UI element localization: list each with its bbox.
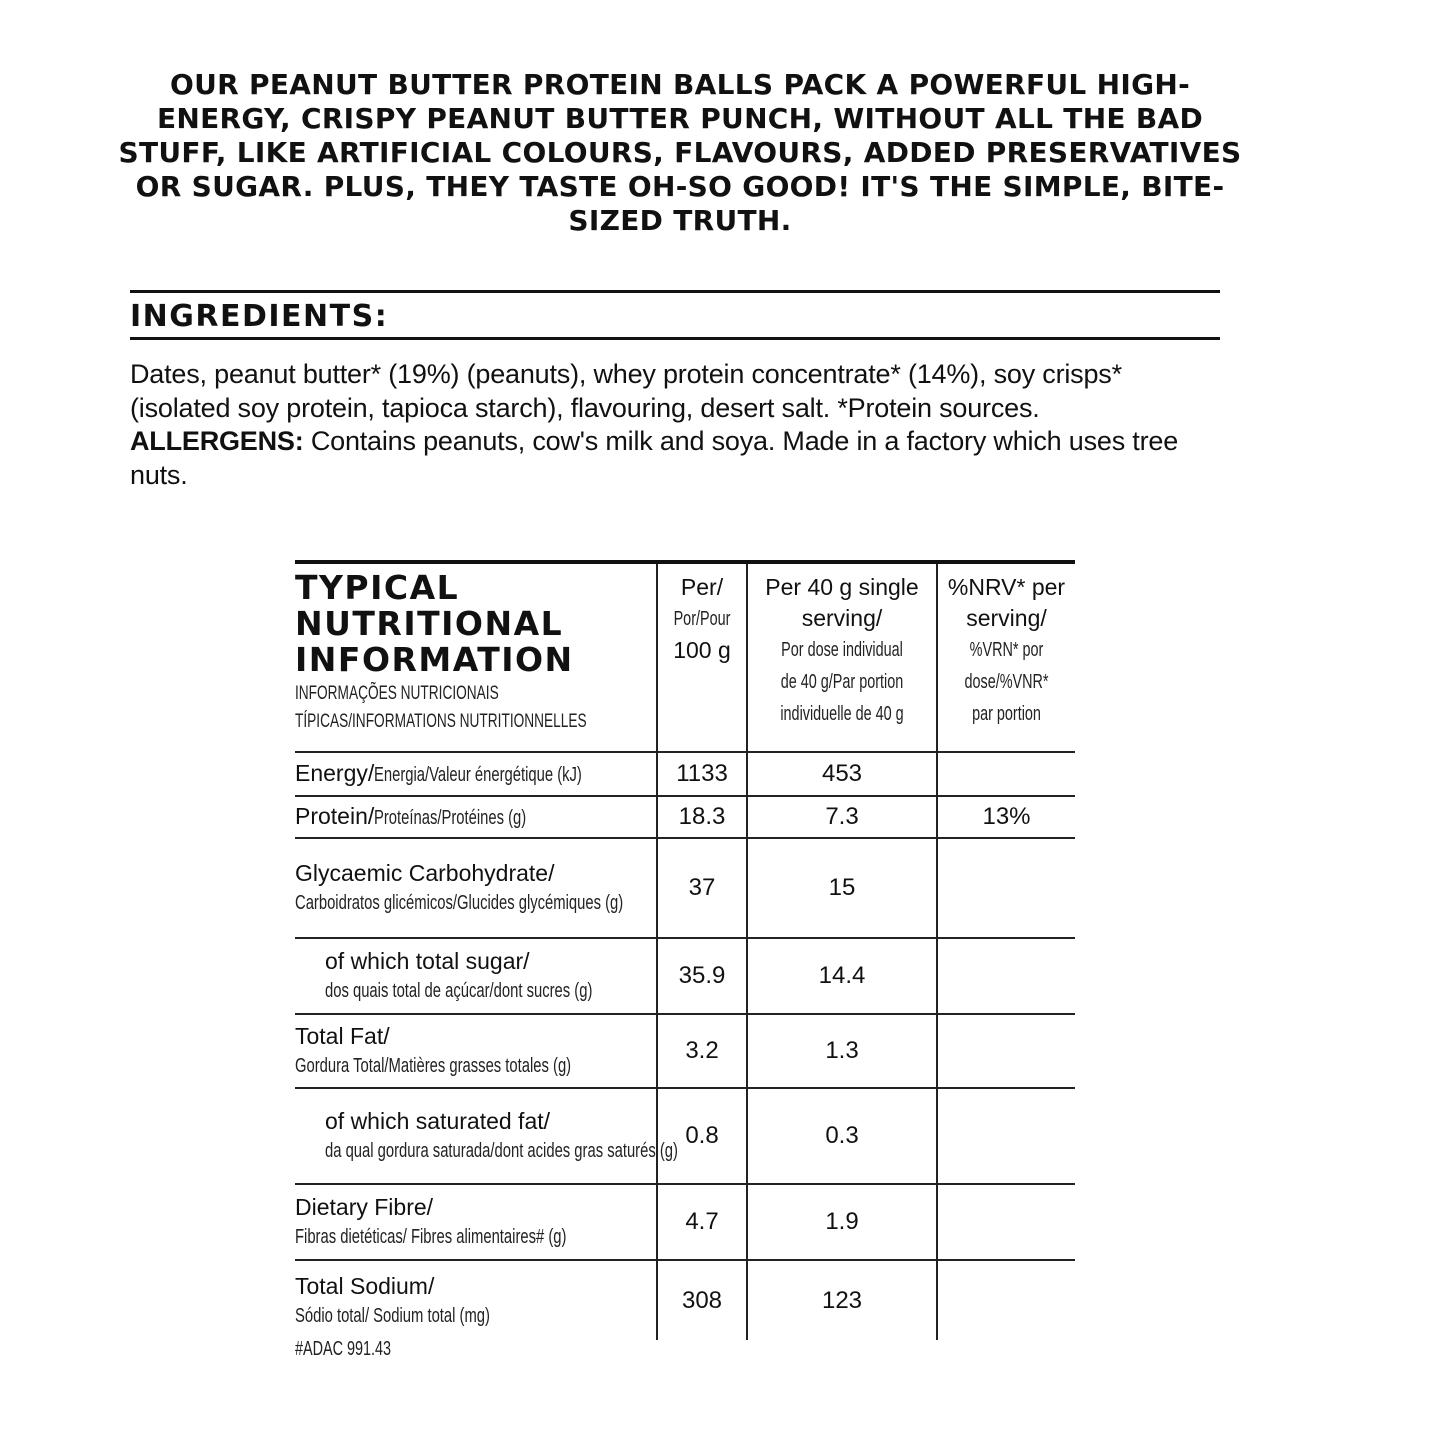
ingredients-heading-bar	[130, 290, 1220, 340]
nrv-value	[937, 1184, 1075, 1260]
per-serving-value: 453	[747, 752, 937, 796]
nrv-translation-1: %VRN* por	[969, 639, 1044, 661]
nutrient-translation: Sódio total/ Sodium total (mg)	[295, 1304, 490, 1327]
per-100g-value: 37	[657, 838, 747, 938]
nrv-value: 13%	[937, 796, 1075, 838]
nutrient-name	[295, 752, 657, 796]
per-100g-value: 1133	[657, 752, 747, 796]
nutrient-name	[295, 796, 657, 838]
per-serving-value: 0.3	[747, 1088, 937, 1184]
nutrient-name	[295, 838, 657, 938]
per-serving-translation-1: Por dose individual	[781, 639, 903, 661]
table-row	[295, 1014, 1075, 1088]
nutrient-translation: Fibras dietéticas/ Fibres alimentaires# (g)	[295, 1226, 567, 1248]
per-serving-value: 1.9	[747, 1184, 937, 1260]
nutrient-label: Glycaemic Carbohydrate/	[295, 860, 555, 886]
table-row	[295, 796, 1075, 838]
nutrient-name	[295, 1184, 657, 1260]
nutrient-label: Dietary Fibre/	[295, 1194, 434, 1220]
nrv-value	[937, 1088, 1075, 1184]
nrv-value	[937, 838, 1075, 938]
per-serving-value: 14.4	[747, 938, 937, 1014]
table-row	[295, 838, 1075, 938]
nutrient-name	[295, 1014, 657, 1088]
nutrient-translation: Proteínas/Protéines (g)	[374, 807, 527, 829]
nutrient-label: Protein/	[295, 803, 375, 829]
per-serving-header	[747, 562, 937, 752]
nrv-value	[937, 752, 1075, 796]
nutrition-title-translation: INFORMAÇÕES NUTRICIONAIS TÍPICAS/INFORMATIONS NUTRITIONNELLES	[295, 683, 587, 732]
nutrient-label: of which total sugar/	[325, 948, 530, 974]
per-serving-label: Per 40 g single serving/	[765, 574, 919, 631]
per-100g-value: 4.7	[657, 1184, 747, 1260]
per-serving-translation-3: individuelle de 40 g	[780, 703, 904, 725]
table-row	[295, 1260, 1075, 1340]
table-row	[295, 752, 1075, 796]
per-100g-value: 18.3	[657, 796, 747, 838]
per-serving-value: 7.3	[747, 796, 937, 838]
nutrient-translation: da qual gordura saturada/dont acides gras saturés (g)	[325, 1140, 678, 1162]
ingredients-paragraph	[130, 358, 1220, 492]
nutrient-label: Energy/	[295, 760, 375, 786]
allergens-label: ALLERGENS:	[130, 426, 304, 456]
per-100g-value: 308	[657, 1260, 747, 1340]
per-100g-value: 35.9	[657, 938, 747, 1014]
nrv-translation-2: dose/%VNR*	[964, 671, 1049, 693]
table-row	[295, 1184, 1075, 1260]
per-serving-value: 1.3	[747, 1014, 937, 1088]
per-100g-value: 0.8	[657, 1088, 747, 1184]
nrv-value	[937, 1014, 1075, 1088]
nutrient-label: Total Sodium/	[295, 1272, 435, 1299]
nutrient-name	[295, 1260, 657, 1340]
nutrient-translation: Energia/Valeur énergétique (kJ)	[374, 764, 583, 786]
nutrition-header-row	[295, 562, 1075, 752]
table-footnote: #ADAC 991.43	[295, 1338, 392, 1360]
per-serving-value: 123	[747, 1260, 937, 1340]
per-100g-label-translation: Por/Pour	[673, 608, 731, 630]
per-100g-label: Per/	[680, 574, 724, 600]
nrv-value	[937, 938, 1075, 1014]
per-100g-unit: 100 g	[673, 637, 731, 663]
nrv-header	[937, 562, 1075, 752]
nrv-label: %NRV* per serving/	[947, 574, 1066, 631]
nutrient-label: Total Fat/	[295, 1023, 390, 1049]
table-row	[295, 1088, 1075, 1184]
per-serving-translation-2: de 40 g/Par portion	[780, 671, 904, 693]
nutrition-title: TYPICAL NUTRITIONAL INFORMATION	[295, 568, 574, 679]
per-100g-header	[657, 562, 747, 752]
table-row	[295, 938, 1075, 1014]
nutrition-title-cell	[295, 562, 657, 752]
nutrient-translation: dos quais total de açúcar/dont sucres (g)	[325, 980, 593, 1002]
nutrient-name	[295, 1088, 678, 1184]
nrv-translation-3: par portion	[972, 703, 1041, 725]
per-serving-value: 15	[747, 838, 937, 938]
product-tagline: OUR PEANUT BUTTER PROTEIN BALLS PACK A POWERFUL HIGH-ENERGY, CRISPY PEANUT BUTTER PUNCH, WITHOUT ALL THE BAD STUFF, LIKE ARTIFICIAL COLOURS, FLAVOURS, ADDED PRESERVATIVES OR SUGAR. PLUS, THEY TASTE OH-SO GOOD! IT'S THE SIMPLE, BITE-SIZED TRUTH.	[118, 68, 1242, 237]
nutrient-translation: Carboidratos glicémicos/Glucides glycémiques (g)	[295, 892, 624, 914]
per-100g-value: 3.2	[657, 1014, 747, 1088]
nutrient-label: of which saturated fat/	[325, 1108, 551, 1134]
ingredients-heading: INGREDIENTS:	[130, 299, 389, 334]
nrv-value	[937, 1260, 1075, 1340]
nutrient-name	[295, 938, 657, 1014]
allergens-text: Contains peanuts, cow's milk and soya. Made in a factory which uses tree nuts.	[130, 426, 1179, 490]
nutrition-table	[295, 560, 1075, 1340]
nutrient-translation: Gordura Total/Matières grasses totales (g)	[295, 1055, 572, 1077]
ingredients-list: Dates, peanut butter* (19%) (peanuts), whey protein concentrate* (14%), soy crisps* (isolated soy protein, tapioca starch), flavouring, desert salt. *Protein sources.	[130, 359, 1122, 423]
